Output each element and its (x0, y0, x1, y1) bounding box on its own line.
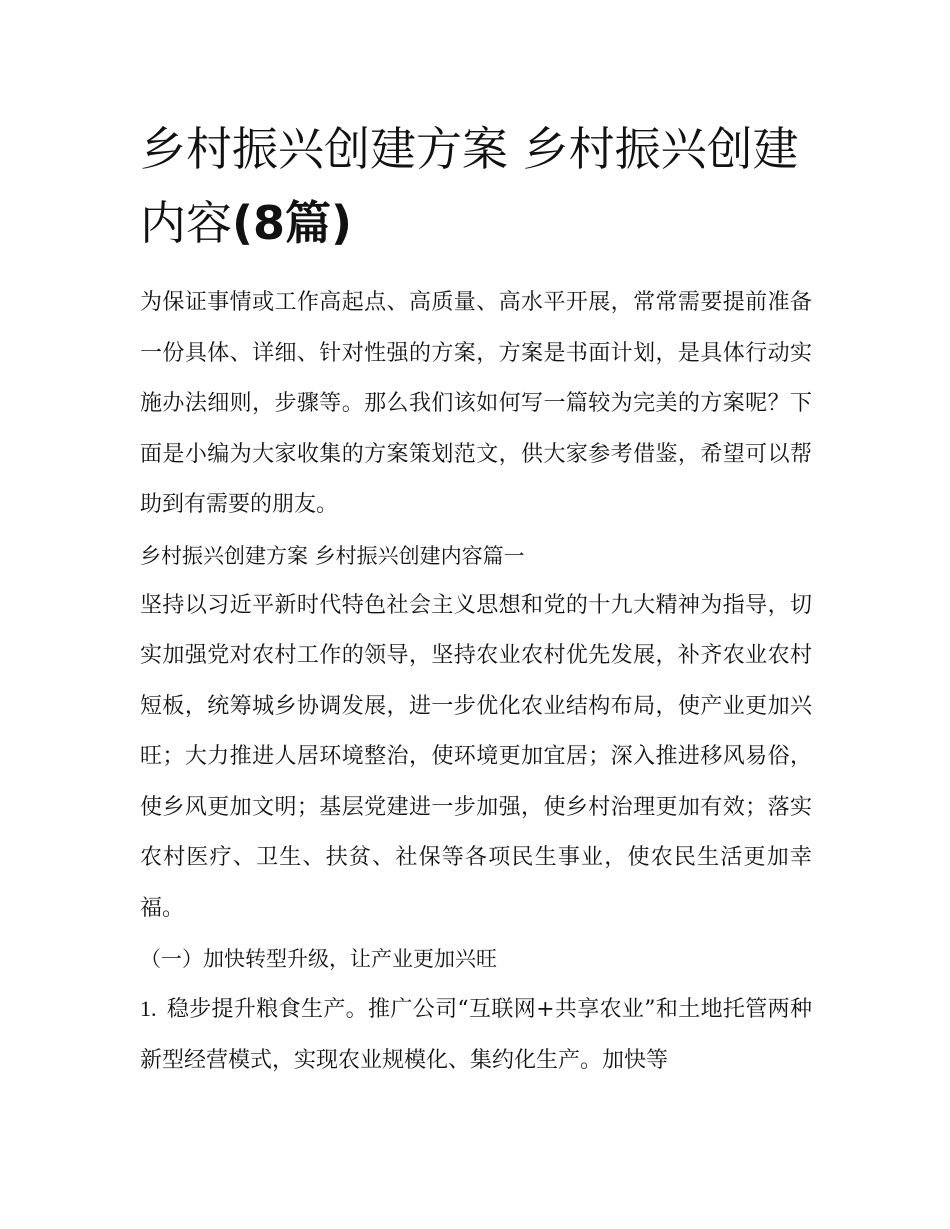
document-body (140, 112, 812, 1086)
list-item-number: 1. (140, 996, 157, 1021)
section-heading: 乡村振兴创建方案 乡村振兴创建内容篇一 (140, 543, 525, 568)
list-item-text: 稳步提升粮食生产。推广公司“互联网+共享农业”和土地托管两种新型经营模式，实现农业规模化、集约化生产。加快等 (140, 997, 812, 1073)
document-title (140, 112, 812, 260)
title-main-text: 乡村振兴创建方案 乡村振兴创建内容 (140, 122, 799, 250)
section-paragraph: 坚持以习近平新时代特色社会主义思想和党的十九大精神为指导，切实加强党对农村工作的领导，坚持农业农村优先发展，补齐农业农村短板，统筹城乡协调发展，进一步优化农业结构布局，使产业更加兴旺；大力推进人居环境整治，使环境更加宜居；深入推进移风易俗，使乡风更加文明；基层党建进一步加强，使乡村治理更加有效；落实农村医疗、卫生、扶贫、社保等各项民生事业，使农民生活更加幸福。 (140, 592, 812, 921)
list-item (140, 984, 812, 1086)
intro-paragraph: 为保证事情或工作高起点、高质量、高水平开展，常常需要提前准备一份具体、详细、针对性强的方案，方案是书面计划，是具体行动实施办法细则，步骤等。那么我们该如何写一篇较为完美的方案呢？下面是小编为大家收集的方案策划范文，供大家参考借鉴，希望可以帮助到有需要的朋友。 (140, 290, 812, 517)
subsection-heading: （一）加快转型升级，让产业更加兴旺 (140, 947, 497, 971)
title-count-text: (8篇) (232, 196, 353, 250)
